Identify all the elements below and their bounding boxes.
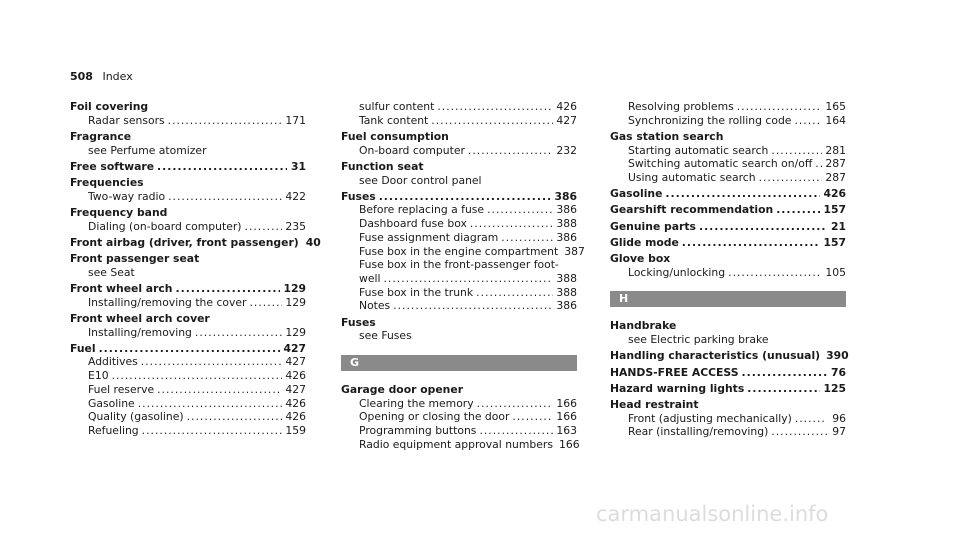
entry-text: Handling characteristics (unusual)	[610, 349, 821, 363]
dot-leader	[479, 424, 553, 438]
watermark: carmanualsonline.info	[596, 502, 829, 526]
page-ref: 235	[285, 219, 306, 233]
index-heading[interactable]	[70, 282, 306, 296]
page-ref: 159	[285, 423, 306, 437]
dot-leader	[794, 114, 822, 128]
index-entry	[341, 100, 577, 127]
page-ref: 427	[556, 113, 577, 127]
entry-text: Installing/removing	[88, 325, 192, 339]
entry-text: Starting automatic search	[628, 143, 769, 157]
dot-leader	[168, 190, 282, 204]
entry-text: Fuel reserve	[88, 382, 155, 396]
dot-leader	[747, 382, 820, 396]
page-ref: 427	[285, 382, 306, 396]
dot-leader	[195, 326, 283, 340]
dot-leader	[728, 266, 822, 280]
dot-leader	[512, 410, 553, 424]
page-ref: 129	[285, 295, 306, 309]
entry-text: well	[359, 271, 381, 285]
page-ref: 427	[283, 341, 306, 355]
index-entry	[610, 319, 846, 346]
index-heading: Fuel consumption	[341, 129, 449, 143]
page-ref: 232	[556, 143, 577, 157]
index-heading: Glove box	[610, 252, 671, 266]
index-heading[interactable]	[610, 203, 846, 217]
dot-leader	[112, 369, 283, 383]
index-subentry[interactable]	[341, 217, 577, 231]
index-heading[interactable]	[610, 382, 846, 396]
index-subentry: see Electric parking brake	[628, 333, 769, 347]
index-subentry[interactable]	[70, 410, 306, 424]
section-header-h: H	[610, 291, 846, 307]
page-ref: 426	[285, 369, 306, 383]
index-entry	[70, 130, 306, 157]
entry-text: Fuse box in the trunk	[359, 285, 474, 299]
page-ref: 166	[556, 410, 577, 424]
page-ref: 388	[556, 271, 577, 285]
index-subentry[interactable]	[341, 203, 577, 217]
index-subentry: Fuse box in the front-passenger foot-	[359, 258, 559, 272]
page-ref: 388	[556, 217, 577, 231]
index-entry	[70, 235, 321, 250]
index-heading: Frequency band	[70, 205, 168, 219]
index-entry	[610, 349, 849, 363]
index-heading: Fuses	[341, 315, 376, 329]
dot-leader	[249, 296, 282, 310]
dot-leader	[699, 220, 827, 234]
index-subentry[interactable]	[70, 397, 306, 411]
index-subentry[interactable]	[341, 272, 577, 286]
page-ref: 287	[825, 171, 846, 185]
index-entry	[70, 206, 306, 233]
index-heading[interactable]	[70, 235, 321, 250]
index-subentry[interactable]	[341, 410, 577, 424]
dot-leader	[431, 114, 553, 128]
page-ref: 387	[564, 244, 585, 258]
page-ref: 390	[826, 349, 849, 363]
index-subentry[interactable]	[70, 424, 306, 438]
dot-leader	[665, 187, 820, 201]
entry-text: Gasoline	[610, 187, 663, 201]
index-entry	[341, 382, 580, 452]
entry-text: Radar sensors	[88, 113, 165, 127]
page-ref: 31	[290, 159, 306, 173]
index-subentry[interactable]	[341, 397, 577, 411]
index-entry	[610, 187, 846, 201]
index-column-2	[341, 100, 585, 454]
index-subentry[interactable]	[341, 231, 577, 245]
index-entry	[610, 100, 846, 127]
dot-leader	[501, 231, 553, 245]
index-subentry[interactable]	[610, 157, 846, 171]
page-ref: 165	[825, 100, 846, 113]
index-subentry[interactable]	[70, 296, 306, 310]
index-entry	[341, 160, 577, 187]
entry-text: Refueling	[88, 423, 139, 437]
page-ref: 166	[558, 437, 580, 451]
index-subentry[interactable]	[610, 412, 846, 426]
index-heading: Garage door opener	[341, 382, 464, 396]
page-ref: 157	[823, 235, 846, 249]
index-heading: Frequencies	[70, 176, 144, 190]
index-subentry[interactable]	[70, 383, 306, 397]
entry-text: Free software	[70, 159, 155, 173]
page-ref: 97	[832, 425, 846, 439]
index-subentry: see Seat	[88, 265, 135, 279]
index-heading[interactable]	[341, 190, 577, 204]
entry-text: sulfur content	[359, 100, 435, 113]
index-subentry[interactable]	[70, 355, 306, 369]
index-subentry[interactable]	[341, 299, 577, 313]
entry-text: Glide mode	[610, 235, 679, 249]
dot-leader	[383, 272, 553, 286]
page-ref: 171	[285, 113, 306, 127]
dot-leader	[476, 286, 553, 300]
entry-text: Synchronizing the rolling code	[628, 113, 792, 127]
index-entry	[70, 160, 306, 174]
page-ref: 386	[556, 203, 577, 217]
page-header	[70, 69, 133, 85]
entry-text: Installing/removing the cover	[88, 295, 247, 309]
page-ref: 386	[556, 299, 577, 313]
dot-leader	[815, 157, 822, 171]
index-subentry[interactable]	[610, 144, 846, 158]
page-ref: 426	[556, 100, 577, 113]
index-subentry[interactable]	[341, 286, 577, 300]
entry-text: Resolving problems	[628, 100, 734, 113]
index-subentry[interactable]	[610, 100, 846, 114]
index-subentry[interactable]	[610, 425, 846, 439]
page-ref: 427	[285, 355, 306, 369]
index-subentry[interactable]	[70, 220, 306, 234]
section-header-g: G	[341, 355, 577, 371]
index-entry	[610, 220, 846, 234]
dot-leader	[157, 383, 282, 397]
index-heading: Fragrance	[70, 129, 132, 143]
index-entry	[610, 203, 846, 217]
dot-leader	[477, 397, 554, 411]
index-subentry[interactable]	[610, 171, 846, 185]
dot-leader	[138, 397, 283, 411]
index-heading[interactable]	[610, 220, 846, 234]
index-heading[interactable]	[610, 236, 846, 250]
entry-text: E10	[88, 369, 109, 383]
entry-text: Radio equipment approval numbers	[359, 437, 553, 451]
index-entry	[341, 130, 577, 157]
index-heading: Front wheel arch cover	[70, 311, 210, 325]
entry-text: Using automatic search	[628, 171, 756, 185]
entry-text: Locking/unlocking	[628, 265, 726, 279]
page-ref: 76	[830, 365, 846, 379]
index-subentry: see Door control panel	[359, 173, 482, 187]
page-ref: 388	[556, 285, 577, 299]
page-ref: 426	[823, 187, 846, 201]
page-ref: 422	[285, 189, 306, 203]
dot-leader	[487, 203, 553, 217]
dot-leader	[141, 355, 283, 369]
entry-text: On-board computer	[359, 143, 465, 157]
entry-text: Programming buttons	[359, 424, 477, 438]
entry-text: Before replacing a fuse	[359, 203, 485, 217]
index-entry	[610, 398, 846, 439]
index-subentry: see Fuses	[359, 329, 412, 343]
index-heading[interactable]	[610, 187, 846, 201]
entry-text: Gasoline	[88, 396, 135, 410]
entry-text: Dashboard fuse box	[359, 217, 467, 231]
page-ref: 164	[825, 113, 846, 127]
index-entry	[610, 382, 846, 396]
index-entry	[610, 366, 846, 380]
entry-text: Hazard warning lights	[610, 381, 745, 395]
index-entry	[610, 130, 846, 185]
index-subentry[interactable]	[341, 100, 577, 114]
page-ref: 426	[285, 410, 306, 424]
entry-text: Dialing (on-board computer)	[88, 219, 242, 233]
page-ref: 129	[285, 325, 306, 339]
index-heading: Function seat	[341, 159, 424, 173]
page-title: Index	[102, 70, 133, 83]
index-heading[interactable]	[70, 160, 306, 174]
entry-text: Fuses	[341, 189, 376, 203]
index-subentry[interactable]	[610, 266, 846, 280]
page-ref: 281	[825, 143, 846, 157]
entry-text: Switching automatic search on/off	[628, 157, 813, 171]
dot-leader	[468, 144, 553, 158]
index-subentry[interactable]	[341, 114, 577, 128]
page-ref: 386	[554, 189, 577, 203]
index-column-1	[70, 100, 321, 440]
index-subentry[interactable]	[341, 244, 585, 259]
entry-text: Clearing the memory	[359, 396, 474, 410]
page-ref: 96	[832, 411, 846, 425]
entry-text: Fuse box in the engine compartment	[359, 244, 559, 258]
dot-leader	[99, 342, 281, 356]
index-entry	[341, 316, 577, 343]
page-number: 508	[70, 70, 93, 83]
index-entry	[610, 252, 846, 279]
page-ref: 386	[556, 230, 577, 244]
dot-leader	[776, 203, 820, 217]
entry-text: Notes	[359, 299, 391, 313]
entry-text: Front airbag (driver, front passenger)	[70, 235, 299, 249]
dot-leader	[771, 425, 827, 439]
index-subentry[interactable]	[70, 369, 306, 383]
dot-leader	[771, 144, 822, 158]
page-ref: 287	[825, 157, 846, 171]
page-ref: 129	[283, 281, 306, 295]
dot-leader	[393, 299, 553, 313]
dot-leader	[187, 410, 283, 424]
entry-text: Fuel	[70, 341, 96, 355]
entry-text: Genuine parts	[610, 219, 696, 233]
entry-text: Additives	[88, 355, 138, 369]
index-subentry: see Perfume atomizer	[88, 143, 207, 157]
entry-text: Front (adjusting mechanically)	[628, 411, 792, 425]
page-ref: 105	[825, 265, 846, 279]
index-heading[interactable]	[610, 349, 849, 363]
dot-leader	[437, 100, 553, 114]
index-heading: Head restraint	[610, 397, 699, 411]
page-ref: 157	[823, 203, 846, 217]
index-entry	[610, 236, 846, 250]
index-heading[interactable]	[610, 366, 846, 380]
index-entry	[70, 342, 306, 438]
dot-leader	[470, 217, 554, 231]
entry-text: Rear (installing/removing)	[628, 425, 769, 439]
index-subentry[interactable]	[341, 437, 580, 452]
page-ref: 125	[823, 381, 846, 395]
entry-text: Two-way radio	[88, 189, 166, 203]
index-entry	[70, 312, 306, 339]
dot-leader	[142, 424, 283, 438]
entry-text: Gearshift recommendation	[610, 203, 774, 217]
page-ref: 40	[305, 235, 321, 249]
dot-leader	[176, 282, 281, 296]
page-ref: 426	[285, 396, 306, 410]
index-subentry[interactable]	[341, 424, 577, 438]
page-ref: 166	[556, 396, 577, 410]
index-entry	[70, 176, 306, 203]
index-subentry[interactable]	[610, 114, 846, 128]
dot-leader	[795, 412, 827, 426]
entry-text: Opening or closing the door	[359, 410, 510, 424]
index-entry	[70, 282, 306, 309]
index-subentry[interactable]	[70, 326, 306, 340]
dot-leader	[245, 220, 283, 234]
entry-text: Fuse assignment diagram	[359, 230, 499, 244]
index-heading: Foil covering	[70, 100, 149, 113]
index-entry	[341, 189, 585, 313]
dot-leader	[157, 160, 287, 174]
page-ref: 21	[830, 219, 846, 233]
index-heading[interactable]	[70, 342, 306, 356]
index-heading: Handbrake	[610, 319, 677, 333]
index-subentry[interactable]	[341, 144, 577, 158]
entry-text: HANDS-FREE ACCESS	[610, 365, 739, 379]
dot-leader	[759, 171, 823, 185]
entry-text: Quality (gasoline)	[88, 410, 184, 424]
index-entry	[70, 100, 306, 127]
index-subentry[interactable]	[70, 190, 306, 204]
dot-leader	[168, 114, 283, 128]
dot-leader	[379, 190, 552, 204]
index-subentry[interactable]	[70, 114, 306, 128]
index-entry	[70, 252, 306, 279]
page-ref: 163	[556, 424, 577, 438]
dot-leader	[742, 366, 828, 380]
index-column-3	[610, 100, 849, 442]
dot-leader	[682, 236, 821, 250]
entry-text: Front wheel arch	[70, 281, 173, 295]
entry-text: Tank content	[359, 113, 429, 127]
index-heading: Front passenger seat	[70, 252, 200, 266]
dot-leader	[737, 100, 823, 114]
index-heading: Gas station search	[610, 129, 724, 143]
